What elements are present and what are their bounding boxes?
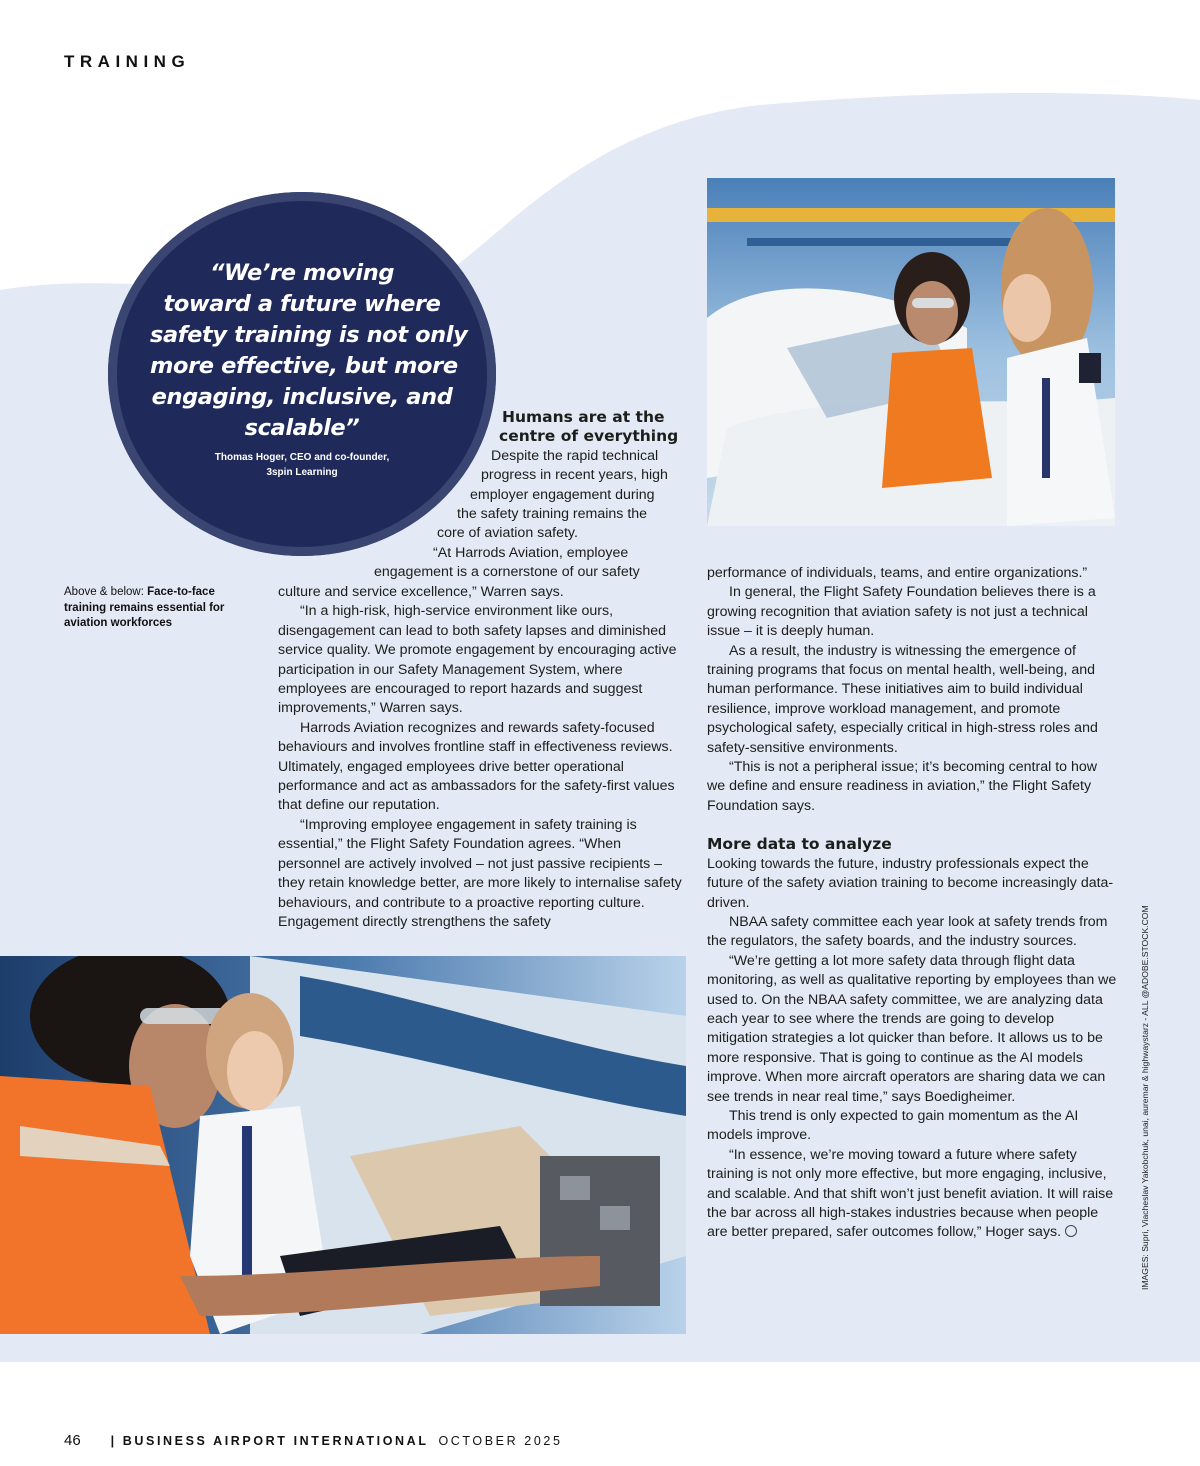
body-paragraph: performance of individuals, teams, and entire organizations.” xyxy=(707,565,1088,581)
subhead-more-data: More data to analyze xyxy=(707,835,892,854)
attribution-line: Thomas Hoger, CEO and co-founder, xyxy=(214,452,390,463)
subhead-humans-line2 xyxy=(499,427,678,446)
page-number: 46 xyxy=(64,1432,81,1449)
pull-quote-line: toward a future where xyxy=(163,291,441,317)
caption-text: Face-to-face training remains essential for aviation workforces xyxy=(64,586,225,629)
body-paragraph-last xyxy=(707,1146,1117,1243)
footer-separator: | xyxy=(110,1434,117,1448)
caption-lead: Above & below: xyxy=(64,586,148,598)
pull-quote-attribution xyxy=(190,450,414,480)
article-column-right xyxy=(707,564,1117,1243)
image-credit: IMAGES: Supri, Viacheslav Yakobchuk, unai, auremar & highwaystarz - ALL @ADOBE.STOCK.COM xyxy=(1140,905,1150,1290)
photo-cockpit-trainees xyxy=(0,956,686,1334)
photo-hangar-trainees xyxy=(707,178,1115,526)
photo-caption xyxy=(64,585,254,632)
pull-quote-line: safety training is not only xyxy=(150,322,468,348)
body-paragraph: Harrods Aviation recognizes and rewards safety-focused behaviours and involves frontline staff in effectiveness reviews. Ultimately, engaged employees drive better operational performance and act as ambassadors for the safety-first values that define our reputation. xyxy=(278,719,675,814)
body-paragraph: culture and service excellence,” Warren says. xyxy=(278,584,564,600)
pull-quote-line: scalable” xyxy=(244,415,360,441)
section-label: TRAINING xyxy=(64,52,191,71)
body-paragraph: “In a high-risk, high-service environment like ours, disengagement can lead to both safety lapses and diminished service quality. We promote engagement by encouraging active participation in our Safety Management System, where employees are encouraged to report hazards and suggest improvements,” Warren says. xyxy=(278,603,677,717)
body-paragraph: As a result, the industry is witnessing the emergence of training programs that focus on mental health, well-being, and human performance. These initiatives aim to build individual resilience, improve workload management, and promote psychological safety, especially critical in high-stress roles and safety-sensitive environments. xyxy=(707,642,1098,756)
subhead-humans xyxy=(502,408,665,427)
pull-quote-line: “We’re moving xyxy=(209,260,395,286)
body-line: core of aviation safety. xyxy=(437,525,578,542)
body-line: Despite the rapid technical xyxy=(491,447,659,464)
body-paragraph: “Improving employee engagement in safety training is essential,” the Flight Safety Foundation agrees. “When personnel are actively involved – not just passive recipients – they retain knowledge better, are more likely to internalise safety behaviours, and contribute to a proactive reporting culture. Engagement directly strengthens the safety xyxy=(278,816,682,930)
subhead-line: centre of everything xyxy=(499,427,679,446)
article-column-left xyxy=(278,583,686,932)
body-line: “At Harrods Aviation, employee xyxy=(433,544,629,561)
pull-quote-line: engaging, inclusive, and xyxy=(151,384,453,410)
body-paragraph: This trend is only expected to gain momentum as the AI models improve. xyxy=(707,1107,1079,1144)
body-line: progress in recent years, high xyxy=(481,467,668,484)
body-paragraph: Looking towards the future, industry professionals expect the future of the safety aviation training to become increasingly data-driven. xyxy=(707,855,1114,911)
issue-date: OCTOBER 2025 xyxy=(438,1434,563,1448)
page-footer xyxy=(64,1432,563,1449)
end-of-article-icon xyxy=(1065,1225,1077,1237)
body-line: the safety training remains the xyxy=(457,506,648,522)
subhead-line: Humans are at the xyxy=(502,408,665,426)
body-paragraph: NBAA safety committee each year look at safety trends from the regulators, the safety boards, and the industry sources. xyxy=(707,913,1108,950)
body-line: employer engagement during xyxy=(470,486,655,503)
pull-quote-line: more effective, but more xyxy=(150,353,458,379)
body-paragraph-text: “In essence, we’re moving toward a future where safety training is not only more effective, but more engaging, inclusive, and scalable. And that shift won’t just benefit aviation. It will raise the bar across all high-stakes industries because when people are better prepared, safer outcomes follow,” Hoger says. xyxy=(707,1146,1114,1241)
body-line: engagement is a cornerstone of our safety xyxy=(374,564,640,581)
body-paragraph: “This is not a peripheral issue; it’s becoming central to how we define and ensure readiness in aviation,” the Flight Safety Foundation says. xyxy=(707,759,1098,814)
pull-quote xyxy=(150,258,468,444)
body-paragraph: In general, the Flight Safety Foundation believes there is a growing recognition that aviation safety is not just a technical issue – it is deeply human. xyxy=(707,584,1096,640)
magazine-title: BUSINESS AIRPORT INTERNATIONAL xyxy=(122,1434,429,1448)
attribution-line: 3spin Learning xyxy=(266,467,338,478)
magazine-name xyxy=(111,1434,429,1448)
body-paragraph: “We’re getting a lot more safety data through flight data monitoring, as well as qualitative reporting by employees than we used to. On the NBAA safety committee, we are analyzing data each year to see where the trends are going to develop mitigation strategies a lot quicker than before. It allows us to be more responsive. That is going to continue as the AI models improve. When more aircraft operators are sharing data we can see trends in near real time,” says Boedigheimer. xyxy=(707,952,1117,1105)
